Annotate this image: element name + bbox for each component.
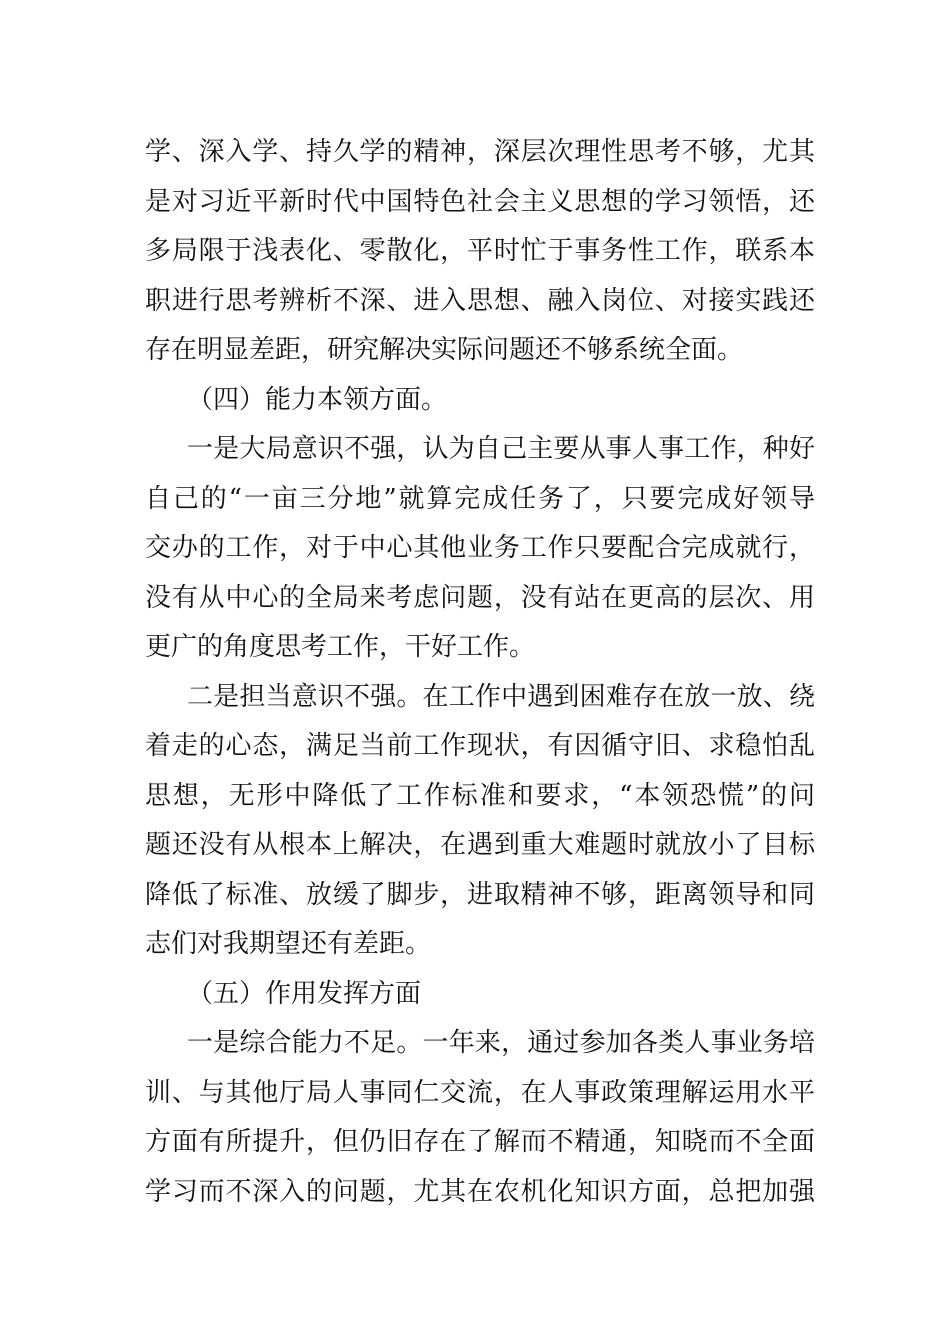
text-line: 训、与其他厅局人事同仁交流，在人事政策理解运用水平 <box>145 1077 815 1108</box>
section-heading: （四）能力本领方面。 <box>187 384 448 415</box>
text-line: 思想，无形中降低了工作标准和要求，“本领恐慌”的问 <box>145 780 815 811</box>
text-line: 更广的角度思考工作，干好工作。 <box>145 632 536 662</box>
text-line: 学习而不深入的问题，尤其在农机化知识方面，总把加强 <box>145 1176 815 1207</box>
text-line: 志们对我期望还有差距。 <box>145 929 432 959</box>
text-line: 着走的心态，满足当前工作现状，有因循守旧、求稳怕乱 <box>145 731 815 761</box>
paragraph-first-line: 二是担当意识不强。在工作中遇到困难存在放一放、绕 <box>187 681 815 712</box>
text-line: 降低了标准、放缓了脚步，进取精神不够，距离领导和同 <box>145 879 815 910</box>
paragraph-first-line: 一是综合能力不足。一年来，通过参加各类人事业务培 <box>187 1028 815 1058</box>
text-line: 交办的工作，对于中心其他业务工作只要配合完成就行， <box>145 533 815 563</box>
text-line: 学、深入学、持久学的精神，深层次理性思考不够，尤其 <box>145 137 815 167</box>
section-heading: （五）作用发挥方面 <box>187 978 422 1009</box>
text-line: 没有从中心的全局来考虑问题，没有站在更高的层次、用 <box>145 582 815 613</box>
text-line: 方面有所提升，但仍旧存在了解而不精通，知晓而不全面 <box>145 1127 815 1157</box>
text-line: 职进行思考辨析不深、进入思想、融入岗位、对接实践还 <box>145 285 815 316</box>
text-line: 自己的“一亩三分地”就算完成任务了，只要完成好领导 <box>145 483 815 514</box>
text-line: 是对习近平新时代中国特色社会主义思想的学习领悟，还 <box>145 186 815 217</box>
text-line: 多局限于浅表化、零散化，平时忙于事务性工作，联系本 <box>145 236 815 266</box>
text-line: 题还没有从根本上解决，在遇到重大难题时就放小了目标 <box>145 830 815 860</box>
paragraph-first-line: 一是大局意识不强，认为自己主要从事人事工作，种好 <box>187 434 815 464</box>
body-text <box>145 128 815 1217</box>
text-line: 存在明显差距，研究解决实际问题还不够系统全面。 <box>145 335 744 365</box>
